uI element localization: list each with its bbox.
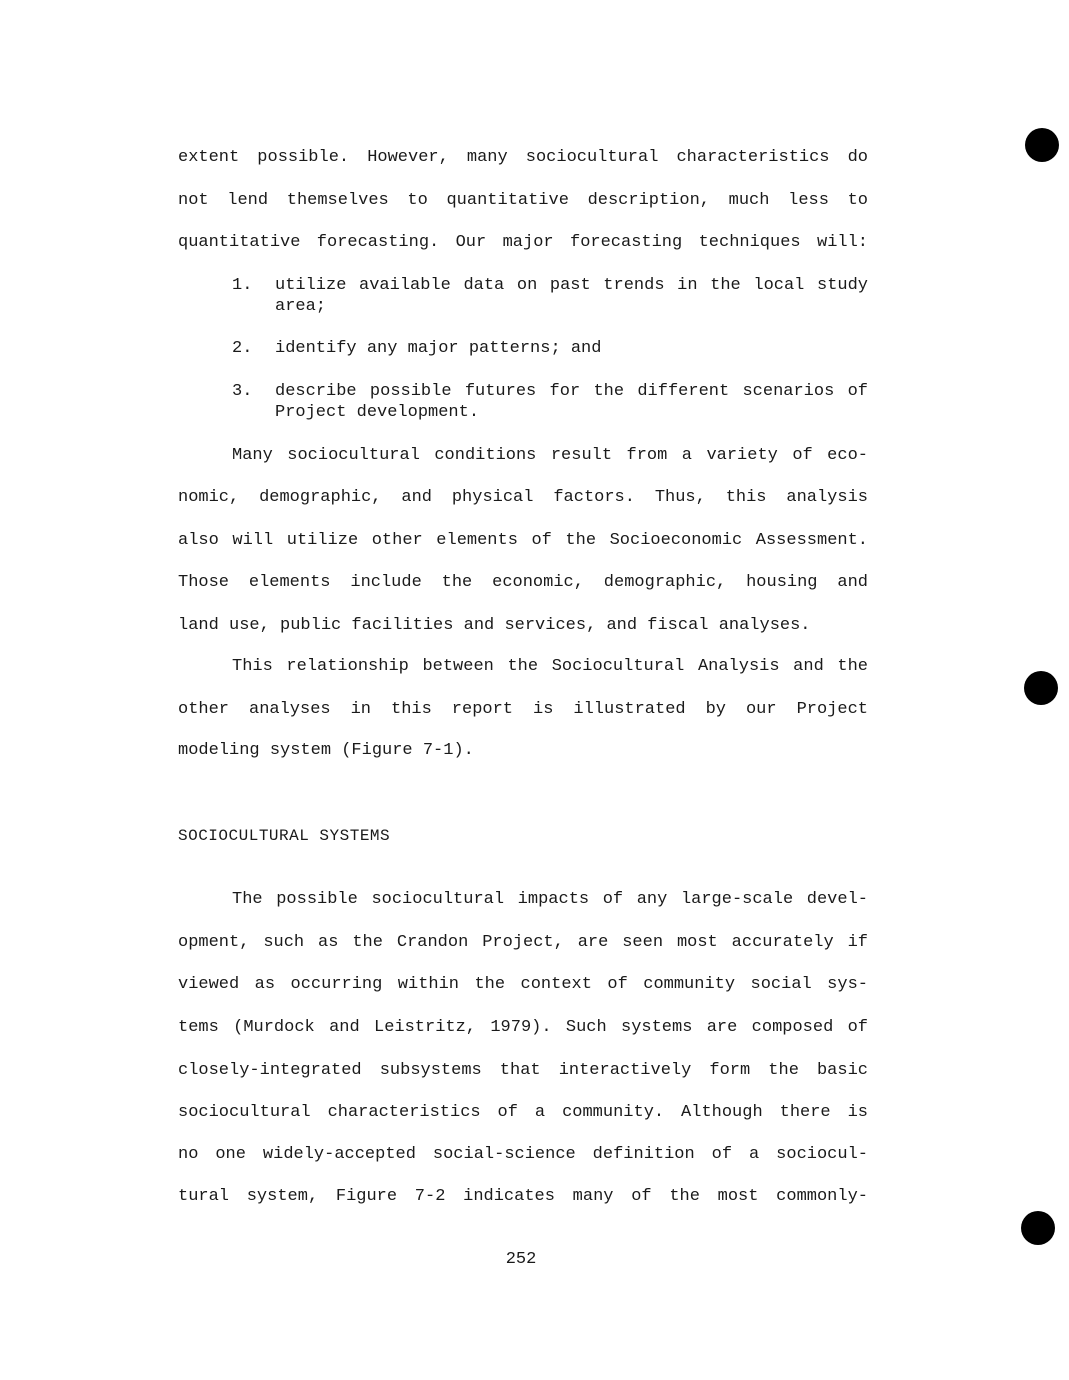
text-line: The possible sociocultural impacts of any large-scale devel- [232, 890, 868, 909]
list-item-text: Project development. [275, 403, 480, 422]
list-item-text: utilize available data on past trends in the local study [275, 276, 868, 295]
text-line: quantitative forecasting. Our major forecasting techniques will: [178, 233, 868, 252]
text-line: tems (Murdock and Leistritz, 1979). Such systems are composed of [178, 1018, 868, 1037]
text-line: sociocultural characteristics of a community. Although there is [178, 1103, 868, 1122]
binder-hole-middle [1024, 671, 1058, 705]
list-item-number: 2. [232, 339, 253, 358]
text-line: nomic, demographic, and physical factors. Thus, this analysis [178, 488, 868, 507]
text-line: not lend themselves to quantitative description, much less to [178, 191, 868, 210]
section-heading: SOCIOCULTURAL SYSTEMS [178, 827, 391, 845]
list-item-text: identify any major patterns; and [275, 339, 602, 358]
text-line: Many sociocultural conditions result from a variety of eco- [232, 446, 868, 465]
text-line: modeling system (Figure 7-1). [178, 741, 474, 760]
text-line: extent possible. However, many sociocultural characteristics do [178, 148, 868, 167]
page-number: 252 [505, 1250, 537, 1269]
text-line: land use, public facilities and services, and fiscal analyses. [178, 616, 811, 635]
text-line: tural system, Figure 7-2 indicates many of the most commonly- [178, 1187, 868, 1206]
text-line: This relationship between the Sociocultural Analysis and the [232, 657, 868, 676]
binder-hole-top [1025, 128, 1059, 162]
list-item-text: describe possible futures for the different scenarios of [275, 382, 868, 401]
text-line: other analyses in this report is illustrated by our Project [178, 700, 868, 719]
binder-hole-bottom [1021, 1211, 1055, 1245]
text-line: viewed as occurring within the context of community social sys- [178, 975, 868, 994]
list-item-number: 3. [232, 382, 253, 401]
text-line: no one widely-accepted social-science definition of a sociocul- [178, 1145, 868, 1164]
text-line: opment, such as the Crandon Project, are seen most accurately if [178, 933, 868, 952]
text-line: closely-integrated subsystems that interactively form the basic [178, 1061, 868, 1080]
text-line: Those elements include the economic, demographic, housing and [178, 573, 868, 592]
text-line: also will utilize other elements of the Socioeconomic Assessment. [178, 531, 868, 550]
list-item-number: 1. [232, 276, 253, 295]
list-item-text: area; [275, 297, 327, 316]
